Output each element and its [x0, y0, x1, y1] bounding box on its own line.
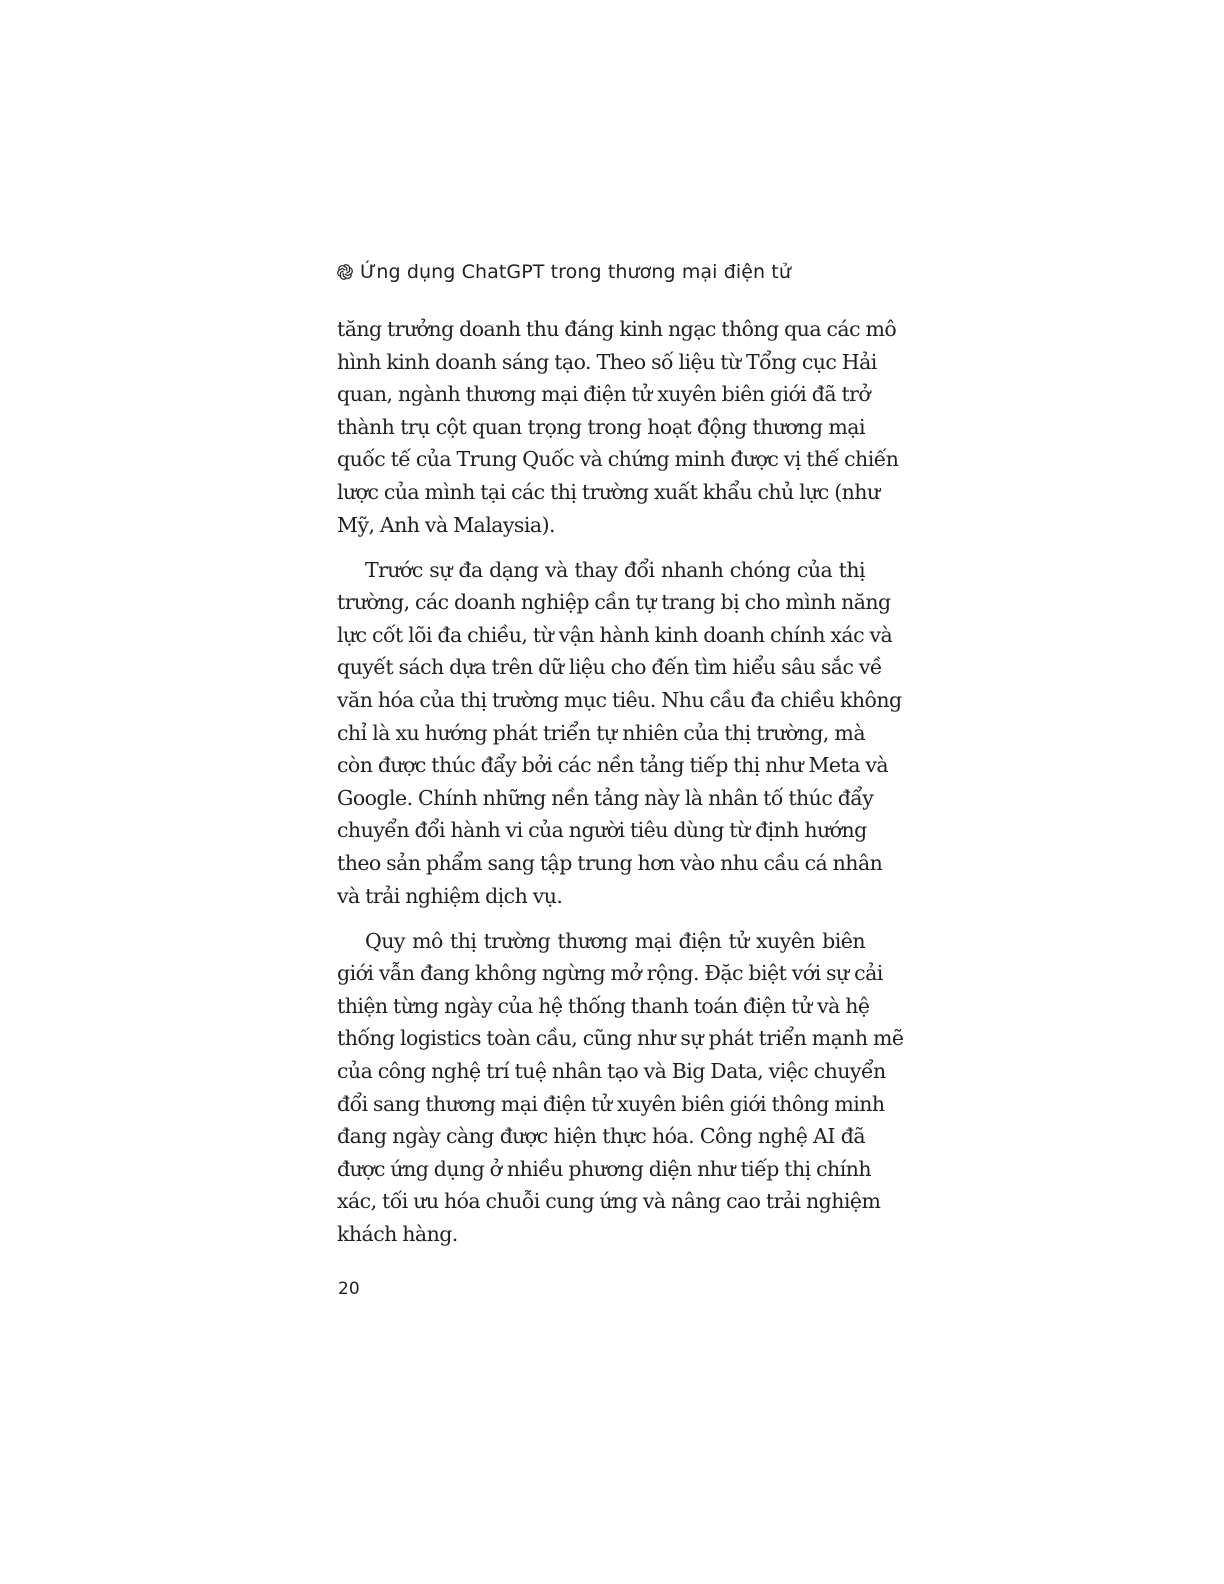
openai-logo-icon [336, 263, 354, 281]
text-line: và trải nghiệm dịch vụ. [337, 883, 563, 908]
text-line: Trước sự đa dạng và thay đổi nhanh chóng của thị [365, 557, 865, 582]
text-line: hình kinh doanh sáng tạo. Theo số liệu từ Tổng cục Hải [337, 349, 877, 374]
text-line: Quy mô thị trường thương mại điện tử xuyên biên [365, 928, 865, 953]
text-line: thành trụ cột quan trọng trong hoạt động thương mại [337, 414, 865, 439]
paragraph-1 [337, 313, 899, 541]
text-line: đang ngày càng được hiện thực hóa. Công nghệ AI đã [337, 1124, 865, 1149]
page-number: 20 [338, 1279, 360, 1299]
body-text [337, 313, 904, 1251]
text-line: Mỹ, Anh và Malaysia). [337, 512, 555, 537]
text-line: quan, ngành thương mại điện tử xuyên biên giới đã trở [337, 382, 871, 407]
running-header [336, 258, 791, 286]
text-line: giới vẫn đang không ngừng mở rộng. Đặc biệt với sự cải [337, 961, 883, 986]
text-line: được ứng dụng ở nhiều phương diện như tiếp thị chính [337, 1156, 872, 1181]
text-line: quốc tế của Trung Quốc và chứng minh được vị thế chiến [337, 447, 899, 472]
text-line: khách hàng. [337, 1222, 458, 1247]
paragraph-2 [337, 554, 902, 913]
text-line: chuyển đổi hành vi của người tiêu dùng từ định hướng [337, 818, 867, 843]
paragraph-3 [337, 925, 904, 1251]
text-line: văn hóa của thị trường mục tiêu. Nhu cầu đa chiều không [337, 688, 902, 713]
text-line: lược của mình tại các thị trường xuất khẩu chủ lực (như [337, 479, 880, 504]
text-line: tăng trưởng doanh thu đáng kinh ngạc thông qua các mô [337, 317, 897, 341]
text-line: lực cốt lõi đa chiều, từ vận hành kinh doanh chính xác và [337, 622, 893, 647]
chapter-title: Ứng dụng ChatGPT trong thương mại điện tử [360, 261, 791, 283]
text-line: quyết sách dựa trên dữ liệu cho đến tìm hiểu sâu sắc về [337, 655, 882, 680]
text-line: trường, các doanh nghiệp cần tự trang bị cho mình năng [337, 590, 891, 615]
text-line: của công nghệ trí tuệ nhân tạo và Big Data, việc chuyển [337, 1059, 886, 1084]
text-line: xác, tối ưu hóa chuỗi cung ứng và nâng cao trải nghiệm [337, 1189, 881, 1214]
text-line: thiện từng ngày của hệ thống thanh toán điện tử và hệ [337, 993, 870, 1018]
text-line: đổi sang thương mại điện tử xuyên biên giới thông minh [337, 1091, 885, 1116]
text-line: thống logistics toàn cầu, cũng như sự phát triển mạnh mẽ [337, 1026, 904, 1051]
text-line: Google. Chính những nền tảng này là nhân tố thúc đẩy [337, 785, 874, 810]
text-line: chỉ là xu hướng phát triển tự nhiên của thị trường, mà [337, 720, 865, 745]
text-line: còn được thúc đẩy bởi các nền tảng tiếp thị như Meta và [337, 753, 889, 778]
text-line: theo sản phẩm sang tập trung hơn vào nhu cầu cá nhân [337, 851, 883, 875]
